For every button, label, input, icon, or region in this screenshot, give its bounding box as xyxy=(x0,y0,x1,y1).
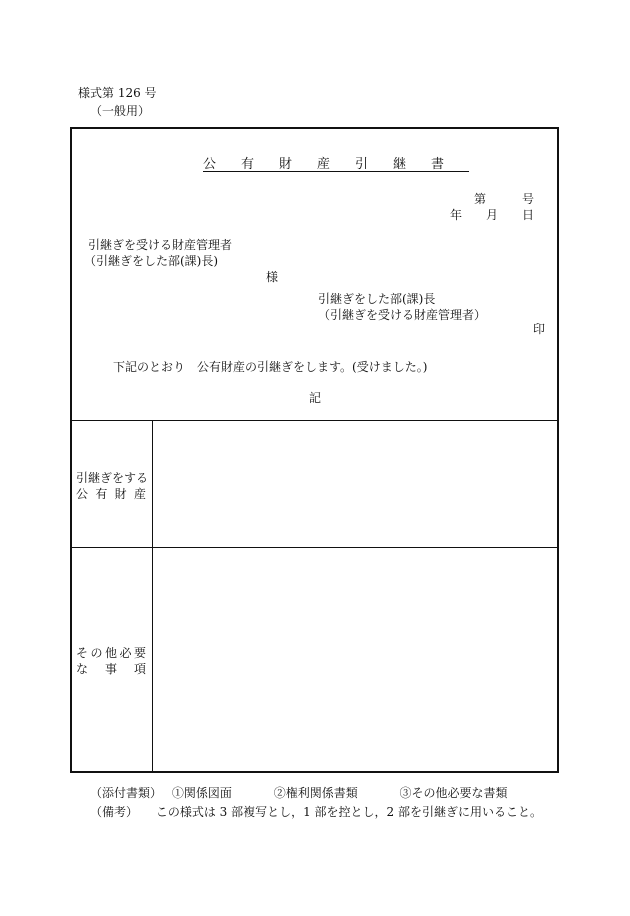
honorific: 様 xyxy=(266,270,279,284)
table-row-divider xyxy=(71,547,558,548)
number-prefix: 第 xyxy=(474,192,487,206)
table-column-divider xyxy=(152,420,153,772)
row1-label-line2: 公 有 財 産 xyxy=(76,487,146,501)
row2-label xyxy=(76,645,146,677)
body-text: 下記のとおり 公有財産の引継ぎをします。(受けました。) xyxy=(113,360,428,374)
attachments-line xyxy=(90,784,508,801)
attachment-item: ③その他必要な書類 xyxy=(399,786,508,800)
row2-value-cell[interactable] xyxy=(154,549,557,771)
form-type: （一般用） xyxy=(90,104,151,118)
recipient-line-1: 引継ぎを受ける財産管理者 xyxy=(88,238,233,252)
row1-label-line1: 引継ぎをする xyxy=(76,471,149,485)
number-suffix: 号 xyxy=(522,192,535,206)
document-title: 公有財産引継書 xyxy=(203,157,470,172)
attachments-label: （添付書類） xyxy=(90,786,163,800)
form-number: 様式第 126 号 xyxy=(78,86,157,100)
ki-heading: 記 xyxy=(309,391,322,405)
sender-line-2: （引継ぎを受ける財産管理者） xyxy=(318,308,487,322)
date-year-label: 年 xyxy=(450,208,463,222)
recipient-line-2: （引継ぎをした部(課)長) xyxy=(84,254,219,268)
note-text: この様式は 3 部複写とし，1 部を控とし，2 部を引継ぎに用いること。 xyxy=(155,805,543,819)
row2-label-line2: な 事 項 xyxy=(76,662,146,676)
seal-mark: 印 xyxy=(533,322,546,336)
date-day-label: 日 xyxy=(522,208,535,222)
date-month-label: 月 xyxy=(486,208,499,222)
row1-value-cell[interactable] xyxy=(154,422,557,546)
table-top-divider xyxy=(71,420,558,421)
note-line xyxy=(90,803,542,820)
attachment-item: ①関係図面 xyxy=(171,786,232,800)
row1-label xyxy=(76,470,148,502)
sender-line-1: 引継ぎをした部(課)長 xyxy=(318,292,436,306)
attachment-item: ②権利関係書類 xyxy=(273,786,358,800)
row2-label-line1: そ の 他 必 要 xyxy=(76,646,146,660)
note-label: （備考） xyxy=(90,805,139,819)
